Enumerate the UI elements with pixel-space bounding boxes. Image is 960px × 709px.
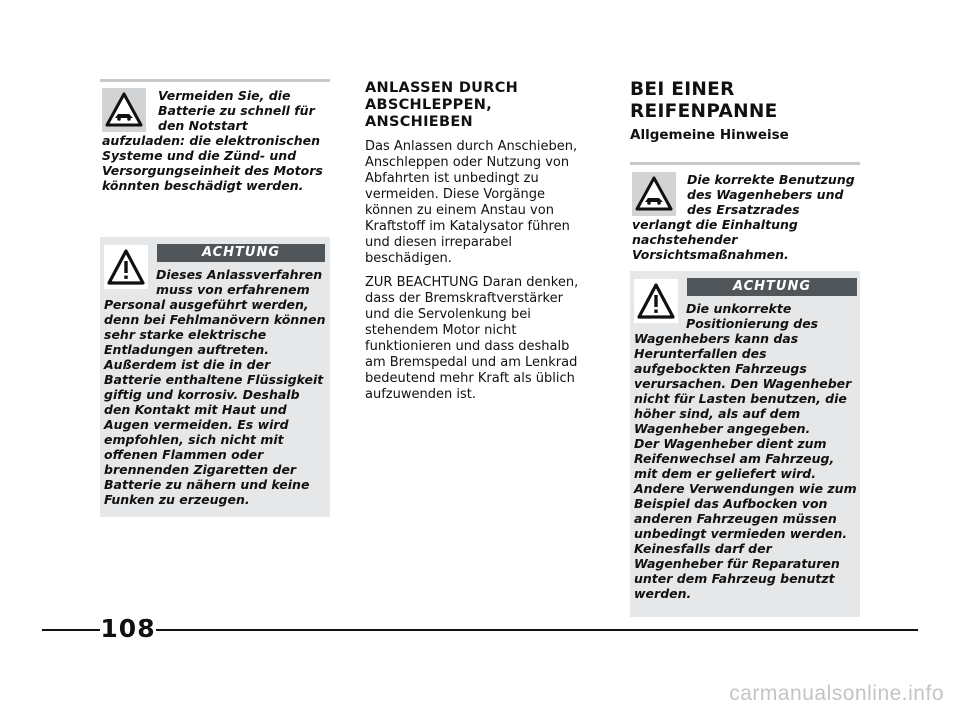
left-warning-box	[100, 237, 330, 517]
paragraph-anlassen-1: Das Anlassen durch Anschieben, Anschleppen oder Nutzung von Abfahrten ist unbedingt zu vermeiden. Diese Vorgänge können zu einem Anstau von Kraftstoff im Katalysator führen und diesen irreparabel beschädigen.	[365, 139, 578, 266]
left-caution-note	[102, 88, 324, 193]
left-caution-text: Vermeiden Sie, die Batterie zu schnell für den Notstart aufzuladen: die elektronischen Systeme und die Zünd- und Versorgungseinheit des Motors könnten beschädigt werden.	[102, 88, 323, 193]
achtung-label: ACHTUNG	[687, 278, 857, 296]
footer-rule-right	[156, 629, 918, 631]
car-warning-icon	[632, 172, 676, 216]
right-note-divider	[630, 162, 860, 165]
achtung-label: ACHTUNG	[157, 244, 325, 262]
paragraph-beachtung: ZUR BEACHTUNG Daran denken, dass der Bremskraftverstärker und die Servolenkung bei stehendem Motor nicht funktionieren und dass deshalb am Bremspedal und am Lenkrad bedeutend mehr Kraft als üblich aufzuwenden ist.	[365, 275, 579, 402]
subheading-hinweise: Allgemeine Hinweise	[630, 127, 789, 143]
section-heading-anlassen: ANLASSEN DURCH ABSCHLEPPEN, ANSCHIEBEN	[365, 80, 519, 130]
page-number: 108	[100, 614, 156, 643]
watermark: carmanualsonline.info	[729, 682, 944, 705]
right-caution-text: Die korrekte Benutzung des Wagenhebers und des Ersatzrades verlangt die Einhaltung nachstehender Vorsichtsmaßnahmen.	[632, 172, 855, 262]
section-heading-reifenpanne: BEI EINER REIFENPANNE	[630, 79, 778, 122]
middle-column	[365, 80, 590, 403]
footer-rule-left	[42, 629, 100, 631]
right-column-header	[630, 79, 855, 143]
left-warning-text: Dieses Anlassverfahren muss von erfahrenem Personal ausgeführt werden, denn bei Fehlmanövern können sehr starke elektrische Entladungen auftreten. Außerdem ist die in der Batterie enthaltene Flüssigkeit giftig und korrosiv. Deshalb den Kontakt mit Haut und Augen vermeiden. Es wird empfohlen, sich nicht mit offenen Flammen oder brennenden Zigaretten der Batterie zu nähern und keine Funken zu erzeugen.	[104, 267, 326, 507]
car-warning-icon	[102, 88, 146, 132]
right-warning-box	[630, 271, 860, 617]
right-warning-text-1: Die unkorrekte Positionierung des Wagenhebers kann das Herunterfallen des aufgebockten Fahrzeugs verursachen. Den Wagenheber nicht für Lasten benutzen, die höher sind, als auf dem Wagenheber angegeben.	[634, 301, 852, 436]
left-note-divider	[100, 79, 330, 82]
right-caution-note	[632, 172, 857, 262]
right-warning-text	[634, 301, 858, 601]
right-warning-text-2: Der Wagenheber dient zum Reifenwechsel am Fahrzeug, mit dem er geliefert wird. Andere Verwendungen wie zum Beispiel das Aufbocken von anderen Fahrzeugen müssen unbedingt vermieden werden. Keinesfalls darf der Wagenheber für Reparaturen unter dem Fahrzeug benutzt werden.	[634, 436, 857, 601]
